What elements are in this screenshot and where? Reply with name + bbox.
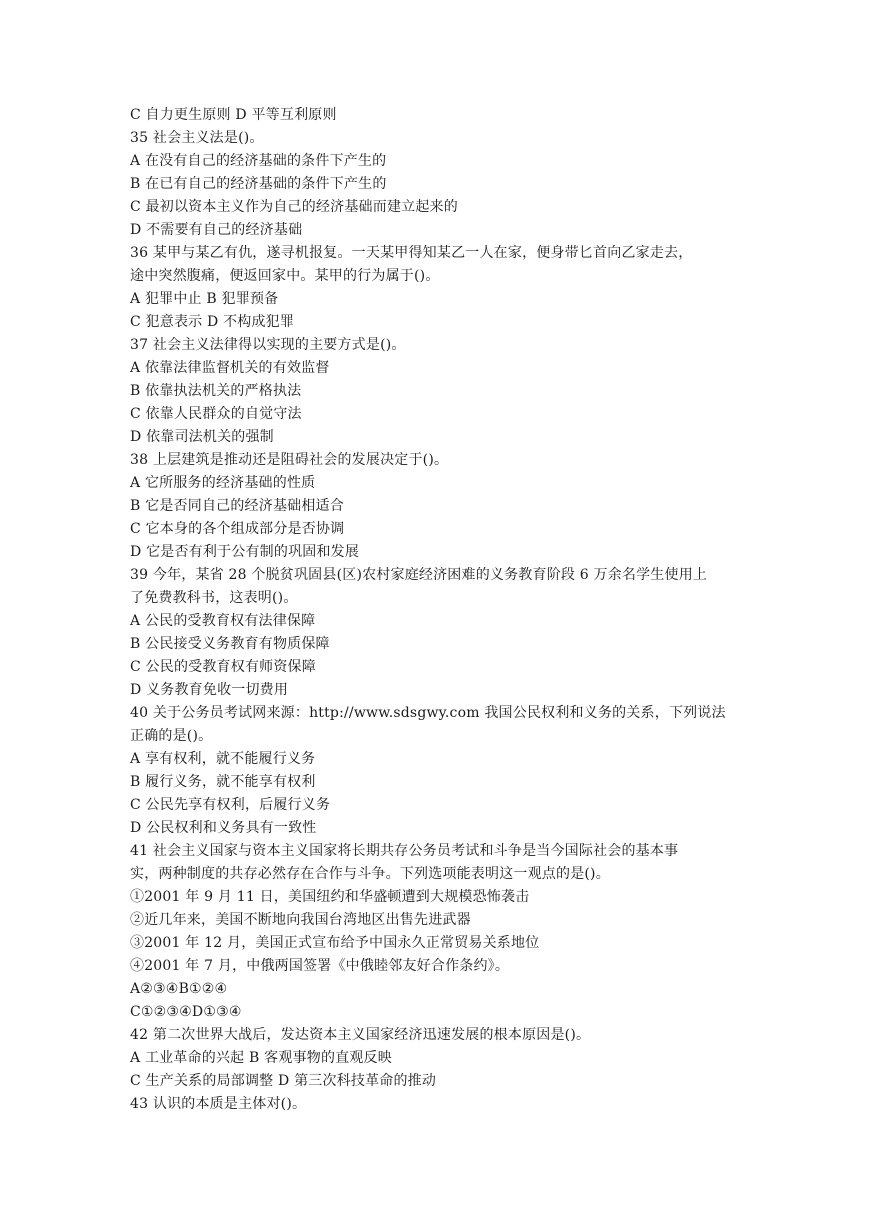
option-line: C 公民的受教育权有师资保障 [130, 659, 316, 675]
option-line: B 在已有自己的经济基础的条件下产生的 [130, 176, 387, 192]
statement-line: ④2001 年 7 月，中俄两国签署《中俄睦邻友好合作条约》。 [130, 958, 510, 974]
option-line: D 它是否有利于公有制的巩固和发展 [130, 544, 360, 560]
statement-line: ①2001 年 9 月 11 日，美国纽约和华盛顿遭到大规模恐怖袭击 [130, 889, 530, 905]
option-line: D 公民权利和义务具有一致性 [130, 820, 317, 836]
statement-line: ②近几年来，美国不断地向我国台湾地区出售先进武器 [130, 912, 471, 928]
option-line: A 享有权利，就不能履行义务 [130, 751, 316, 767]
question-36-stem-cont: 途中突然腹痛，便返回家中。某甲的行为属于()。 [130, 268, 440, 284]
option-line: C 犯意表示 D 不构成犯罪 [130, 314, 295, 330]
question-38-stem: 38 上层建筑是推动还是阻碍社会的发展决定于()。 [130, 452, 449, 468]
option-line: B 履行义务，就不能享有权利 [130, 774, 316, 790]
option-line: C 依靠人民群众的自觉守法 [130, 406, 302, 422]
question-41-stem: 41 社会主义国家与资本主义国家将长期共存公务员考试和斗争是当今国际社会的基本事 [130, 843, 679, 859]
question-40-stem-cont: 正确的是()。 [130, 728, 213, 744]
question-40-stem: 40 关于公务员考试网来源：http://www.sdsgwy.com 我国公民权利和义务的关系，下列说法 [130, 705, 726, 721]
document-body [130, 104, 740, 1116]
option-line: A 公民的受教育权有法律保障 [130, 613, 316, 629]
option-line: C 它本身的各个组成部分是否协调 [130, 521, 345, 537]
option-line: A 犯罪中止 B 犯罪预备 [130, 291, 279, 307]
option-line: B 依靠执法机关的严格执法 [130, 383, 302, 399]
option-line: C 最初以资本主义作为自己的经济基础而建立起来的 [130, 199, 458, 215]
question-37-stem: 37 社会主义法律得以实现的主要方式是()。 [130, 337, 406, 353]
question-42-stem: 42 第二次世界大战后，发达资本主义国家经济迅速发展的根本原因是()。 [130, 1027, 591, 1043]
option-line: C 公民先享有权利，后履行义务 [130, 797, 331, 813]
option-line: A 工业革命的兴起 B 客观事物的直观反映 [130, 1050, 392, 1066]
option-line: C 生产关系的局部调整 D 第三次科技革命的推动 [130, 1073, 437, 1089]
question-35-stem: 35 社会主义法是()。 [130, 130, 264, 146]
option-line: B 公民接受义务教育有物质保障 [130, 636, 330, 652]
option-line: B 它是否同自己的经济基础相适合 [130, 498, 344, 514]
text-line: C 自力更生原则 D 平等互利原则 [130, 107, 337, 123]
question-36-stem: 36 某甲与某乙有仇，遂寻机报复。一天某甲得知某乙一人在家，便身带匕首向乙家走去， [130, 245, 693, 261]
option-line: A②③④B①②④ [130, 981, 228, 997]
option-line: A 在没有自己的经济基础的条件下产生的 [130, 153, 387, 169]
option-line: D 依靠司法机关的强制 [130, 429, 274, 445]
statement-line: ③2001 年 12 月，美国正式宣布给予中国永久正常贸易关系地位 [130, 935, 540, 951]
option-line: A 依靠法律监督机关的有效监督 [130, 360, 330, 376]
question-41-stem-cont: 实，两种制度的共存必然存在合作与斗争。下列选项能表明这一观点的是()。 [130, 866, 610, 882]
option-line: A 它所服务的经济基础的性质 [130, 475, 316, 491]
option-line: C①②③④D①③④ [130, 1004, 242, 1020]
option-line: D 不需要有自己的经济基础 [130, 222, 303, 238]
question-43-stem: 43 认识的本质是主体对()。 [130, 1096, 307, 1112]
question-39-stem: 39 今年，某省 28 个脱贫巩固县(区)农村家庭经济困难的义务教育阶段 6 万余名学生使用上 [130, 567, 708, 583]
question-39-stem-cont: 了免费教科书，这表明()。 [130, 590, 298, 606]
option-line: D 义务教育免收一切费用 [130, 682, 289, 698]
